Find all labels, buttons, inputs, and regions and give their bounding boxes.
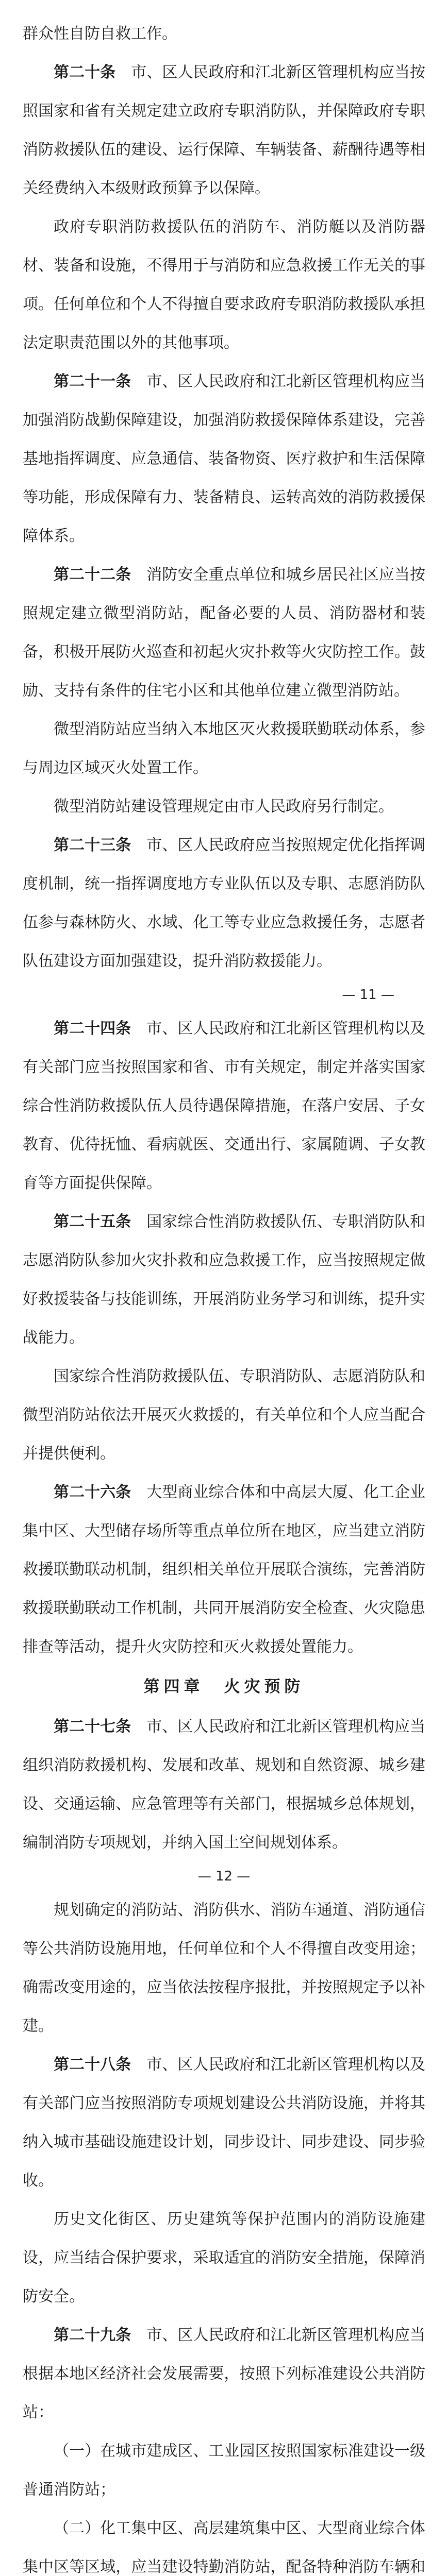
article-number: 第二十三条 — [54, 836, 131, 854]
paragraph: 规划确定的消防站、消防供水、消防车通道、消防通信等公共消防设施用地，任何单位和个人不得擅自改变用途；确需改变用途的，应当依法按程序报批，并按照规定予以补建。 — [23, 1901, 425, 2035]
article-number: 第二十条 — [54, 63, 116, 81]
article-number: 第二十七条 — [54, 1718, 131, 1736]
article-25: 第二十五条 国家综合性消防救援队伍、专职消防队和志愿消防队参加火灾扑救和应急救援工作，应当按照规定做好救援装备与技能训练，开展消防业务学习和训练，提升实战能力。 — [23, 1213, 426, 1347]
chapter-heading: 第四章 火灾预防 — [143, 1677, 305, 1696]
article-22: 第二十二条 消防安全重点单位和城乡居民社区应当按照规定建立微型消防站，配备必要的人员、消防器材和装备，积极开展防火巡查和初起火灾扑救等火灾防控工作。鼓励、支持有条件的住宅小区和其他单位建立微型消防站。 — [23, 566, 426, 700]
article-27: 第二十七条 市、区人民政府和江北新区管理机构应当组织消防救援机构、发展和改革、规划和自然资源、城乡建设、交通运输、应急管理等有关部门，根据城乡总体规划，编制消防专项规划，并纳入国土空间规划体系。 — [23, 1718, 426, 1852]
article-29: 第二十九条 市、区人民政府和江北新区管理机构应当根据本地区经济社会发展需要，按照下列标准建设公共消防站： — [23, 2326, 426, 2421]
article-20: 第二十条 市、区人民政府和江北新区管理机构应当按照国家和省有关规定建立政府专职消防队，并保障政府专职消防救援队伍的建设、运行保障、车辆装备、薪酬待遇等相关经费纳入本级财政预算予以保障。 — [23, 63, 426, 197]
article-24: 第二十四条 市、区人民政府和江北新区管理机构以及有关部门应当按照国家和省、市有关规定，制定并落实国家综合性消防救援队伍人员待遇保障措施，在落户安居、子女教育、优待抚恤、看病就医、交通出行、家属随调、子女教育等方面提供保障。 — [23, 1020, 426, 1192]
document-body — [23, 14, 425, 2576]
article-21: 第二十一条 市、区人民政府和江北新区管理机构应当加强消防战勤保障建设，加强消防救援保障体系建设，完善基地指挥调度、应急通信、装备物资、医疗救护和生活保障等功能，形成保障有力、装备精良、运转高效的消防救援保障体系。 — [23, 372, 426, 545]
paragraph: 微型消防站建设管理规定由市人民政府另行制定。 — [54, 798, 394, 816]
article-28: 第二十八条 市、区人民政府和江北新区管理机构以及有关部门应当按照消防专项规划建设公共消防设施，并将其纳入城市基础设施建设计划，同步设计、同步建设、同步验收。 — [23, 2056, 426, 2190]
paragraph: 国家综合性消防救援队伍、专职消防队、志愿消防队和微型消防站依法开展灭火救援的，有关单位和个人应当配合并提供便利。 — [23, 1367, 425, 1463]
list-item: （一）在城市建成区、工业园区按照国家标准建设一级普通消防站； — [23, 2442, 425, 2499]
paragraph: 政府专职消防救援队伍的消防车、消防艇以及消防器材、装备和设施，不得用于与消防和应急救援工作无关的事项。任何单位和个人不得擅自要求政府专职消防救援队承担法定职责范围以外的其他事项。 — [23, 218, 425, 352]
article-number: 第二十一条 — [54, 372, 131, 391]
paragraph: 群众性自防自救工作。 — [23, 25, 177, 43]
article-26: 第二十六条 大型商业综合体和中高层大厦、化工企业集中区、大型储存场所等重点单位所在地区，应当建立消防救援联勤联动机制，组织相关单位开展联合演练，完善消防救援联勤联动工作机制，共同开展消防安全检查、火灾隐患排查等活动，提升火灾防控和灭火救援处置能力。 — [23, 1483, 426, 1656]
article-number: 第二十四条 — [54, 1020, 131, 1038]
article-number: 第二十二条 — [54, 566, 131, 584]
article-number: 第二十九条 — [54, 2326, 131, 2344]
paragraph: 历史文化街区、历史建筑等保护范围内的消防设施建设，应当结合保护要求，采取适宜的消防安全措施，保障消防安全。 — [23, 2210, 425, 2306]
page-number: — 11 — — [342, 987, 394, 1003]
article-number: 第二十六条 — [54, 1483, 131, 1501]
article-number: 第二十八条 — [54, 2056, 131, 2074]
page-number: — 12 — — [197, 1869, 251, 1884]
article-number: 第二十五条 — [54, 1213, 131, 1231]
list-item: （二）化工集中区、高层建筑集中区、大型商业综合体集中区等区域，应当建设特勤消防站，配备特种消防车辆和 — [23, 2519, 425, 2576]
paragraph: 微型消防站应当纳入本地区灭火救援联勤联动体系，参与周边区域灭火处置工作。 — [23, 720, 425, 777]
article-23: 第二十三条 市、区人民政府应当按照规定优化指挥调度机制，统一指挥调度地方专业队伍以及专职、志愿消防队伍参与森林防火、水域、化工等专业应急救援任务，志愿者队伍建设方面加强建设，提升消防救援能力。 — [23, 836, 426, 970]
